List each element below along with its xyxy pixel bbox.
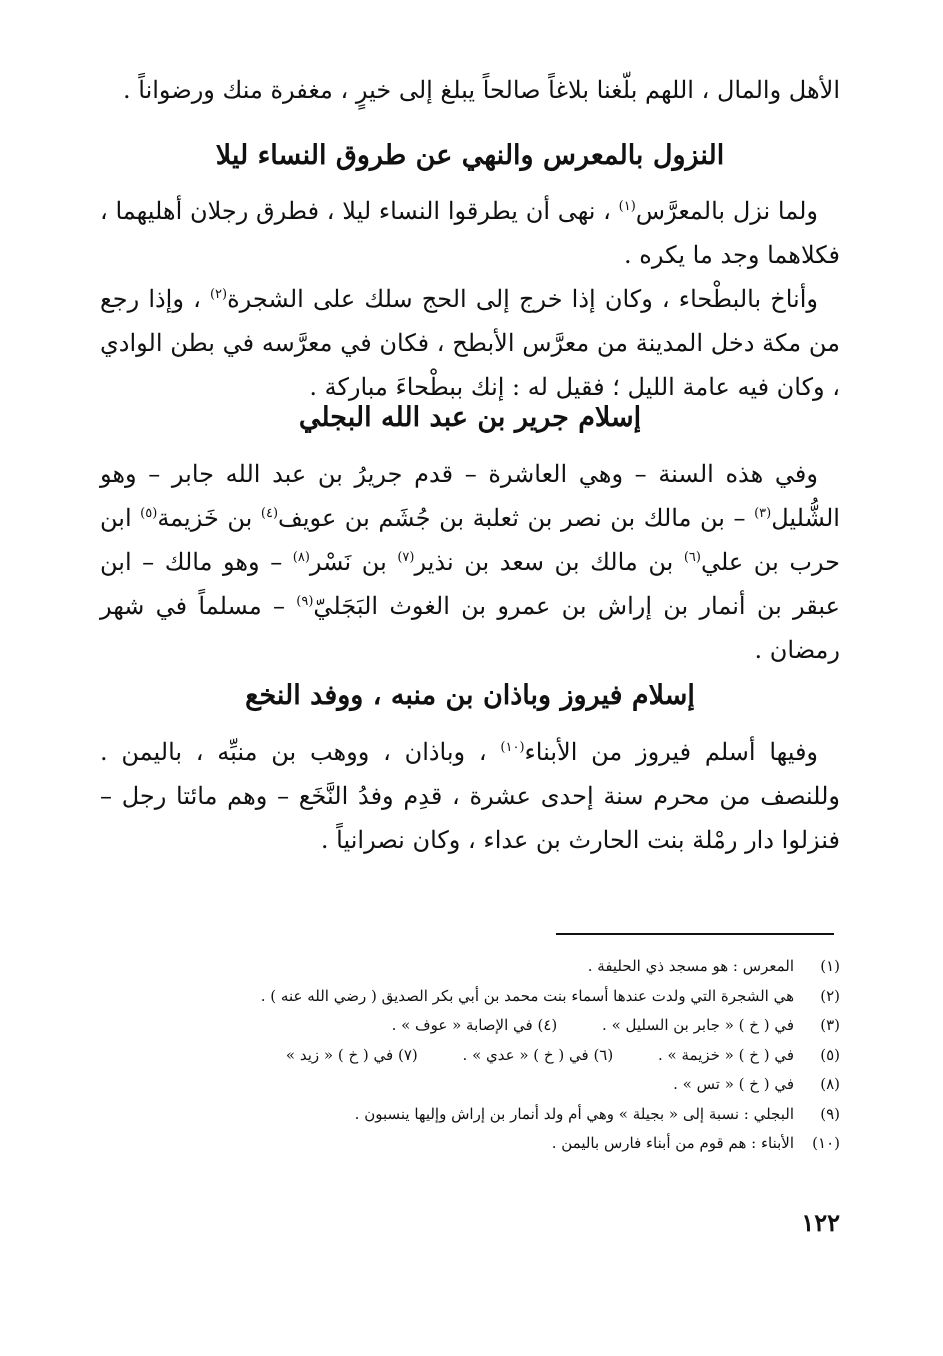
section-heading-jarir: إسلام جرير بن عبد الله البجلي: [298, 402, 642, 433]
footnote-1: [100, 952, 840, 982]
text-run: ولما نزل بالمعرَّس: [635, 197, 818, 225]
text-run: – بن مالك بن نصر بن ثعلبة بن جُشَم بن عويف: [278, 504, 755, 532]
footnote-ref: (٢): [209, 287, 228, 302]
footnote-2: [100, 982, 840, 1012]
footnote-5-6-7: [100, 1041, 840, 1071]
footnote-text: الأبناء : هم قوم من أبناء فارس باليمن .: [551, 1134, 794, 1152]
section-heading-muarras: النزول بالمعرس والنهي عن طروق النساء ليلا: [215, 140, 725, 171]
footnote-ref: (٩): [296, 594, 314, 609]
paragraph-muarras-2: [100, 277, 840, 409]
footnote-text: في ( خ ) « خزيمة » .: [658, 1045, 794, 1064]
footnote-text: المعرس : هو مسجد ذي الحليفة .: [587, 957, 794, 975]
footnote-ref: (١): [618, 199, 636, 214]
section-body-fayruz: [100, 730, 840, 862]
footnote-text: (٦) في ( خ ) « عدي » .: [462, 1045, 614, 1064]
footnote-ref: (٦): [683, 550, 701, 565]
text-run: بن مالك بن سعد بن نذير: [414, 548, 684, 576]
footnote-ref: (٨): [292, 550, 310, 565]
text-run: وأناخ بالبطْحاء ، وكان إذا خرج إلى الحج سلك على الشجرة: [227, 285, 818, 313]
text-run: – وهو مالك – ابن عبقر بن أنمار بن إراش بن عمرو بن الغوث البَجَليّ: [100, 548, 840, 620]
footnote-ref: (١٠): [500, 740, 525, 755]
footnote-number: (٨): [820, 1075, 840, 1093]
page-number: ١٢٢: [801, 1208, 840, 1237]
paragraph-fayruz: [100, 730, 840, 862]
opening-line: الأهل والمال ، اللهم بلّغنا بلاغاً صالحاً يبلغ إلى خيرٍ ، مغفرة منك ورضواناً .: [123, 76, 840, 104]
footnote-10: [100, 1129, 840, 1159]
footnotes: [100, 952, 840, 1159]
footnote-text: في ( خ ) « جابر بن السليل » .: [602, 1016, 794, 1034]
footnote-3-4: [100, 1011, 840, 1041]
footnote-text: هي الشجرة التي ولدت عندها أسماء بنت محمد بن أبي بكر الصديق ( رضي الله عنه ) .: [260, 986, 794, 1005]
paragraph-muarras-1: [100, 189, 840, 277]
footnote-ref: (٧): [397, 550, 415, 565]
footnote-ref: (٥): [140, 506, 158, 521]
footnote-number: (٩): [820, 1104, 840, 1123]
text-run: بن خَزيمة: [157, 504, 261, 532]
footnote-ref: (٣): [754, 506, 772, 521]
paragraph-jarir: [100, 452, 840, 672]
footnote-number: (٢): [820, 986, 840, 1005]
footnote-text: البجلي : نسبة إلى « بجيلة » وهي أم ولد أنمار بن إراش وإليها ينسبون .: [354, 1104, 794, 1123]
footnote-text: (٧) في ( خ ) « زيد »: [285, 1045, 418, 1064]
section-body-muarras: [100, 189, 840, 409]
footnote-8: [100, 1070, 840, 1100]
footnote-text-group: [100, 1041, 794, 1071]
footnote-9: [100, 1100, 840, 1130]
opening-paragraph: [100, 68, 840, 112]
footnote-number: (١٠): [812, 1134, 840, 1152]
text-run: ، وإذا رجع من مكة دخل المدينة من معرَّس الأبطح ، فكان في معرَّسه في بطن الوادي ، وكان فيه عامة الليل ؛ فقيل له : إنك ببطْحاءَ مباركة .: [100, 285, 840, 401]
footnote-ref: (٤): [260, 506, 279, 521]
footnote-separator: [556, 933, 834, 935]
text-run: وفي هذه السنة – وهي العاشرة – قدم جريرُ بن عبد الله جابر – وهو الشُّليل: [100, 460, 840, 532]
section-heading-fayruz: إسلام فيروز وباذان بن منبه ، ووفد النخع: [245, 680, 695, 711]
text-run: – مسلماً في شهر رمضان .: [100, 592, 840, 664]
footnote-number: (١): [820, 957, 840, 975]
footnote-number: (٣): [820, 1016, 840, 1034]
text-run: وفيها أسلم فيروز من الأبناء: [524, 738, 819, 766]
text-run: ، وباذان ، ووهب بن منبِّه ، باليمن . وللنصف من محرم سنة إحدى عشرة ، قدِم وفدُ النَّخَع – وهم مائتا رجل – فنزلوا دار رمْلة بنت الحارث بن عداء ، وكان نصرانياً .: [100, 738, 840, 854]
footnote-number: (٥): [820, 1045, 840, 1064]
footnote-text: في ( خ ) « تس » .: [673, 1075, 794, 1093]
section-body-jarir: [100, 452, 840, 672]
text-run: ابن حرب بن علي: [100, 504, 840, 576]
text-run: ، نهى أن يطرقوا النساء ليلا ، فطرق رجلان أهليهما ، فكلاهما وجد ما يكره .: [100, 197, 840, 269]
footnote-text-group: [100, 1011, 794, 1041]
footnote-text: (٤) في الإصابة « عوف » .: [391, 1016, 558, 1034]
text-run: بن نَسْر: [309, 548, 398, 576]
